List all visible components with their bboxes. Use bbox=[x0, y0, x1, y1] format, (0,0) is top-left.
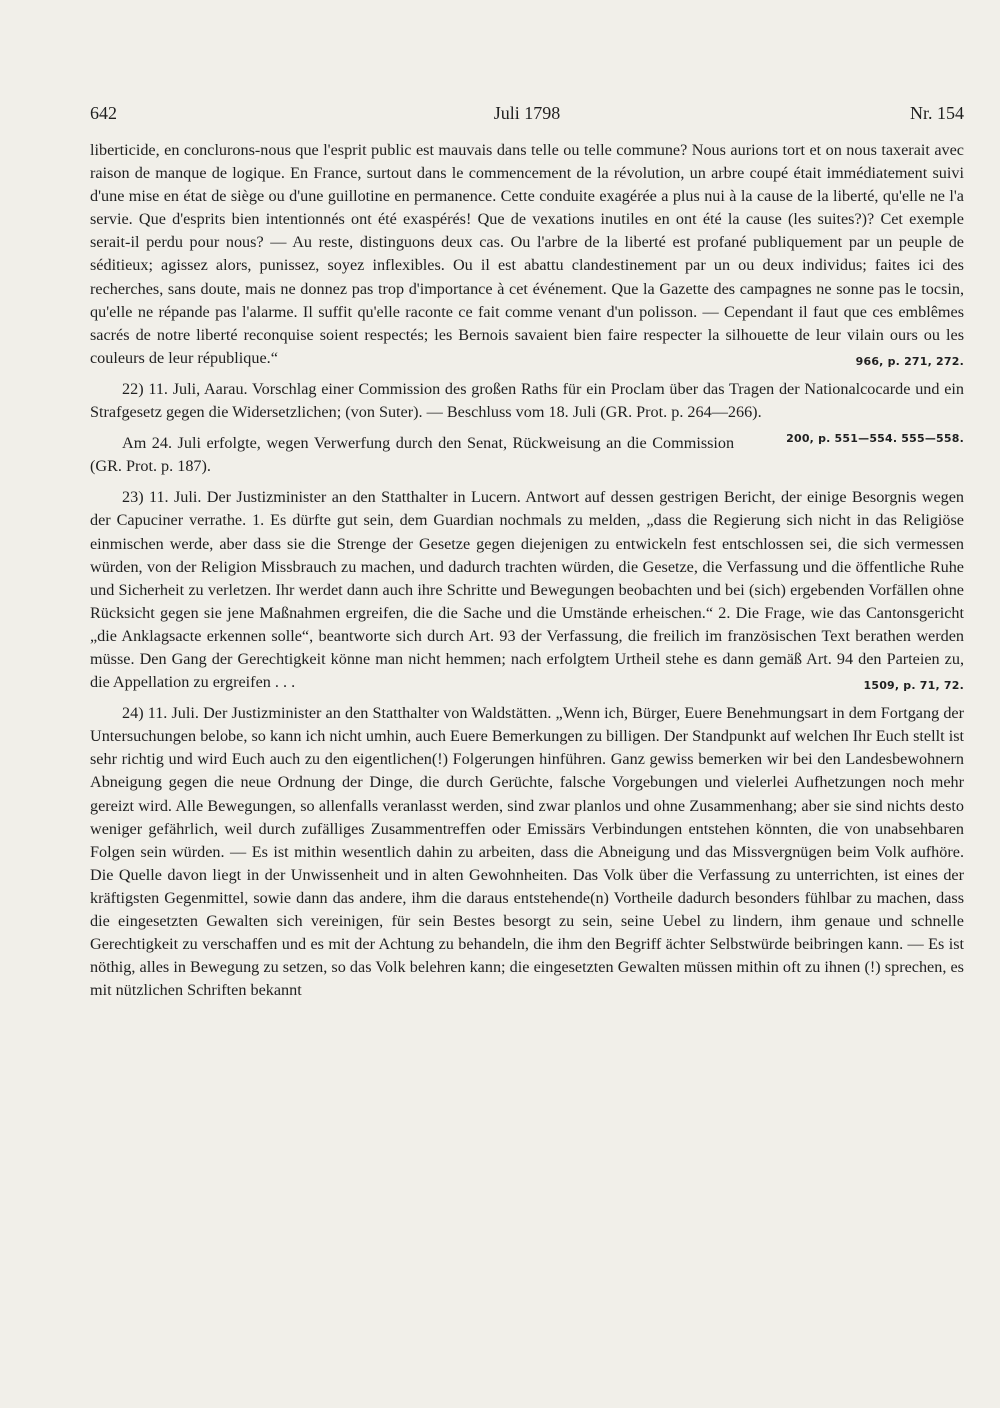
paragraph-text: 23) 11. Juli. Der Justizminister an den Statthalter in Lucern. Antwort auf dessen gestrigen Bericht, der einige Besorgnis wegen der Capuciner verrathe. 1. Es dürfte gut sein, dem Guardian nochmals zu melden, „dass die Regierung sich nicht in das Religiöse einmischen werde, aber dass sie die Strenge der Gesetze gegen diejenigen zu entwickeln fest entschlossen sei, die sich vermessen würden, von der Religion Missbrauch zu machen, und dadurch trachten würden, die Gesetze, die Verfassung und die öffentliche Ruhe und Sicherheit zu verletzen. Ihr werdet dann auch ihre Schritte und Bewegungen beobachten und bei (sich) ergebenden Vorfällen ohne Rücksicht gegen sie jene Maßnahmen ergreifen, die die Sache und die Umstände erheischen.“ 2. Die Frage, wie das Cantonsgericht „die Anklagsacte erkennen solle“, beantworte sich durch Art. 93 der Verfassung, die freilich im französischen Text berathen werden müsse. Den Gang der Gerechtigkeit könne man nicht hemmen; nach erfolgtem Urtheil stehe es dann gemäß Art. 94 den Parteien zu, die Appellation zu ergreifen . . . bbox=[90, 488, 964, 692]
entry-24 bbox=[90, 702, 964, 1002]
paragraph-text: liberticide, en conclurons-nous que l'esprit public est mauvais dans telle ou telle commune? Nous aurions tort et on nous taxerait avec raison de manque de logique. En France, surtout dans le commencement de la révolution, un arbre coupé était immédiatement suivi d'une mise en état de siège ou d'une guillotine en permanence. Cette conduite exagérée a plus nui à la cause de la liberté, qu'elle ne l'a servie. Que d'esprits bien intentionnés ont été exaspérés! Que de vexations inutiles en ont été la cause (les suites?)? Cet exemple serait-il perdu pour nous? — Au reste, distinguons deux cas. Ou l'arbre de la liberté est profané publiquement par un peuple de séditieux; agissez alors, punissez, soyez inflexibles. Ou il est abattu clandestinement par un ou deux individus; faites ici des recherches, sans doute, mais ne donnez pas trop d'importance à cet événement. Que la Gazette des campagnes ne sonne pas le tocsin, qu'elle ne répande pas l'alarme. Il suffit qu'elle raconte ce fait comme venant d'un polisson. — Cependant il faut que ces emblêmes sacrés de notre liberté reconquise soient respectés; les Bernois savaient bien faire respecter la silhouette de leur vilain ours ou les couleurs de leur république.“ bbox=[90, 141, 964, 367]
page-header bbox=[90, 103, 964, 127]
paragraph-1 bbox=[90, 139, 964, 370]
page-number: 642 bbox=[90, 103, 117, 123]
entry-23 bbox=[90, 486, 964, 694]
paragraph-text: Am 24. Juli erfolgte, wegen Verwerfung durch den Senat, Rückweisung an die Commission (GR. Prot. p. 187). bbox=[90, 434, 735, 476]
entry-22 bbox=[90, 378, 964, 446]
paragraph-text: 22) 11. Juli, Aarau. Vorschlag einer Commission des großen Raths für ein Proclam über das Tragen der Nationalcocarde und ein Strafgesetz gegen die Widersetzlichen; (von Suter). — Beschluss vom 18. Juli (GR. Prot. p. 264—266). bbox=[90, 379, 964, 422]
source-reference: 200, p. 551—554. 555—558. bbox=[786, 432, 964, 446]
running-title: Juli 1798 bbox=[493, 103, 561, 123]
source-reference: 1509, p. 71, 72. bbox=[863, 679, 964, 693]
paragraph-text: 24) 11. Juli. Der Justizminister an den Statthalter von Waldstätten. „Wenn ich, Bürger, Euere Benehmungsart in dem Fortgang der Untersuchungen belobe, so kann ich nicht umhin, auch Euere Bemerkungen zu billigen. Der Standpunkt auf welchen Ihr Euch stellt ist sehr richtig und wird Euch auch zu den eigentlichen(!) Folgerungen hinführen. Ganz gewiss bemerken wir bei den Landesbewohnern Abneigung gegen die neue Ordnung der Dinge, die durch Gerüchte, falsche Vorgebungen und vielerlei Aufhetzungen noch mehr gereizt wird. Alle Bewegungen, so allenfalls veranlasst werden, sind zwar planlos und ohne Zusammenhang; aber sie sind nichts desto weniger gefährlich, weil durch zufälliges Zusammentreffen oder Emissärs Verbindungen entstehen könnten, die von unabsehbaren Folgen sein würden. — Es ist mithin wesentlich dahin zu arbeiten, dass die Abneigung und das Missvergnügen beim Volk aufhöre. Die Quelle davon liegt in der Unwissenheit und in alten Gewohnheiten. Das Volk über die Verfassung zu unterrichten, ist eines der kräftigsten Gegenmittel, sowie dann das andere, ihm die daraus entstehende(n) Vortheile dadurch besonders fühlbar zu machen, dass die eingesetzten Gewalten sich vereinigen, für sein Bestes besorgt zu sein, seine Uebel zu lindern, ihm genaue und schnelle Gerechtigkeit zu verschaffen und es mit der Achtung zu behandeln, die ihm den Begriff ächter Selbstwürde beibringen kann. — Es ist nöthig, alles in Bewegung zu setzen, so das Volk belehren kann; die eingesetzten Gewalten müssen mithin oft zu ihnen (!) sprechen, es mit nützlichen Schriften bekannt bbox=[90, 704, 964, 1000]
source-reference: 966, p. 271, 272. bbox=[855, 354, 964, 368]
document-number: Nr. 154 bbox=[910, 103, 964, 123]
page-body bbox=[90, 139, 964, 1002]
